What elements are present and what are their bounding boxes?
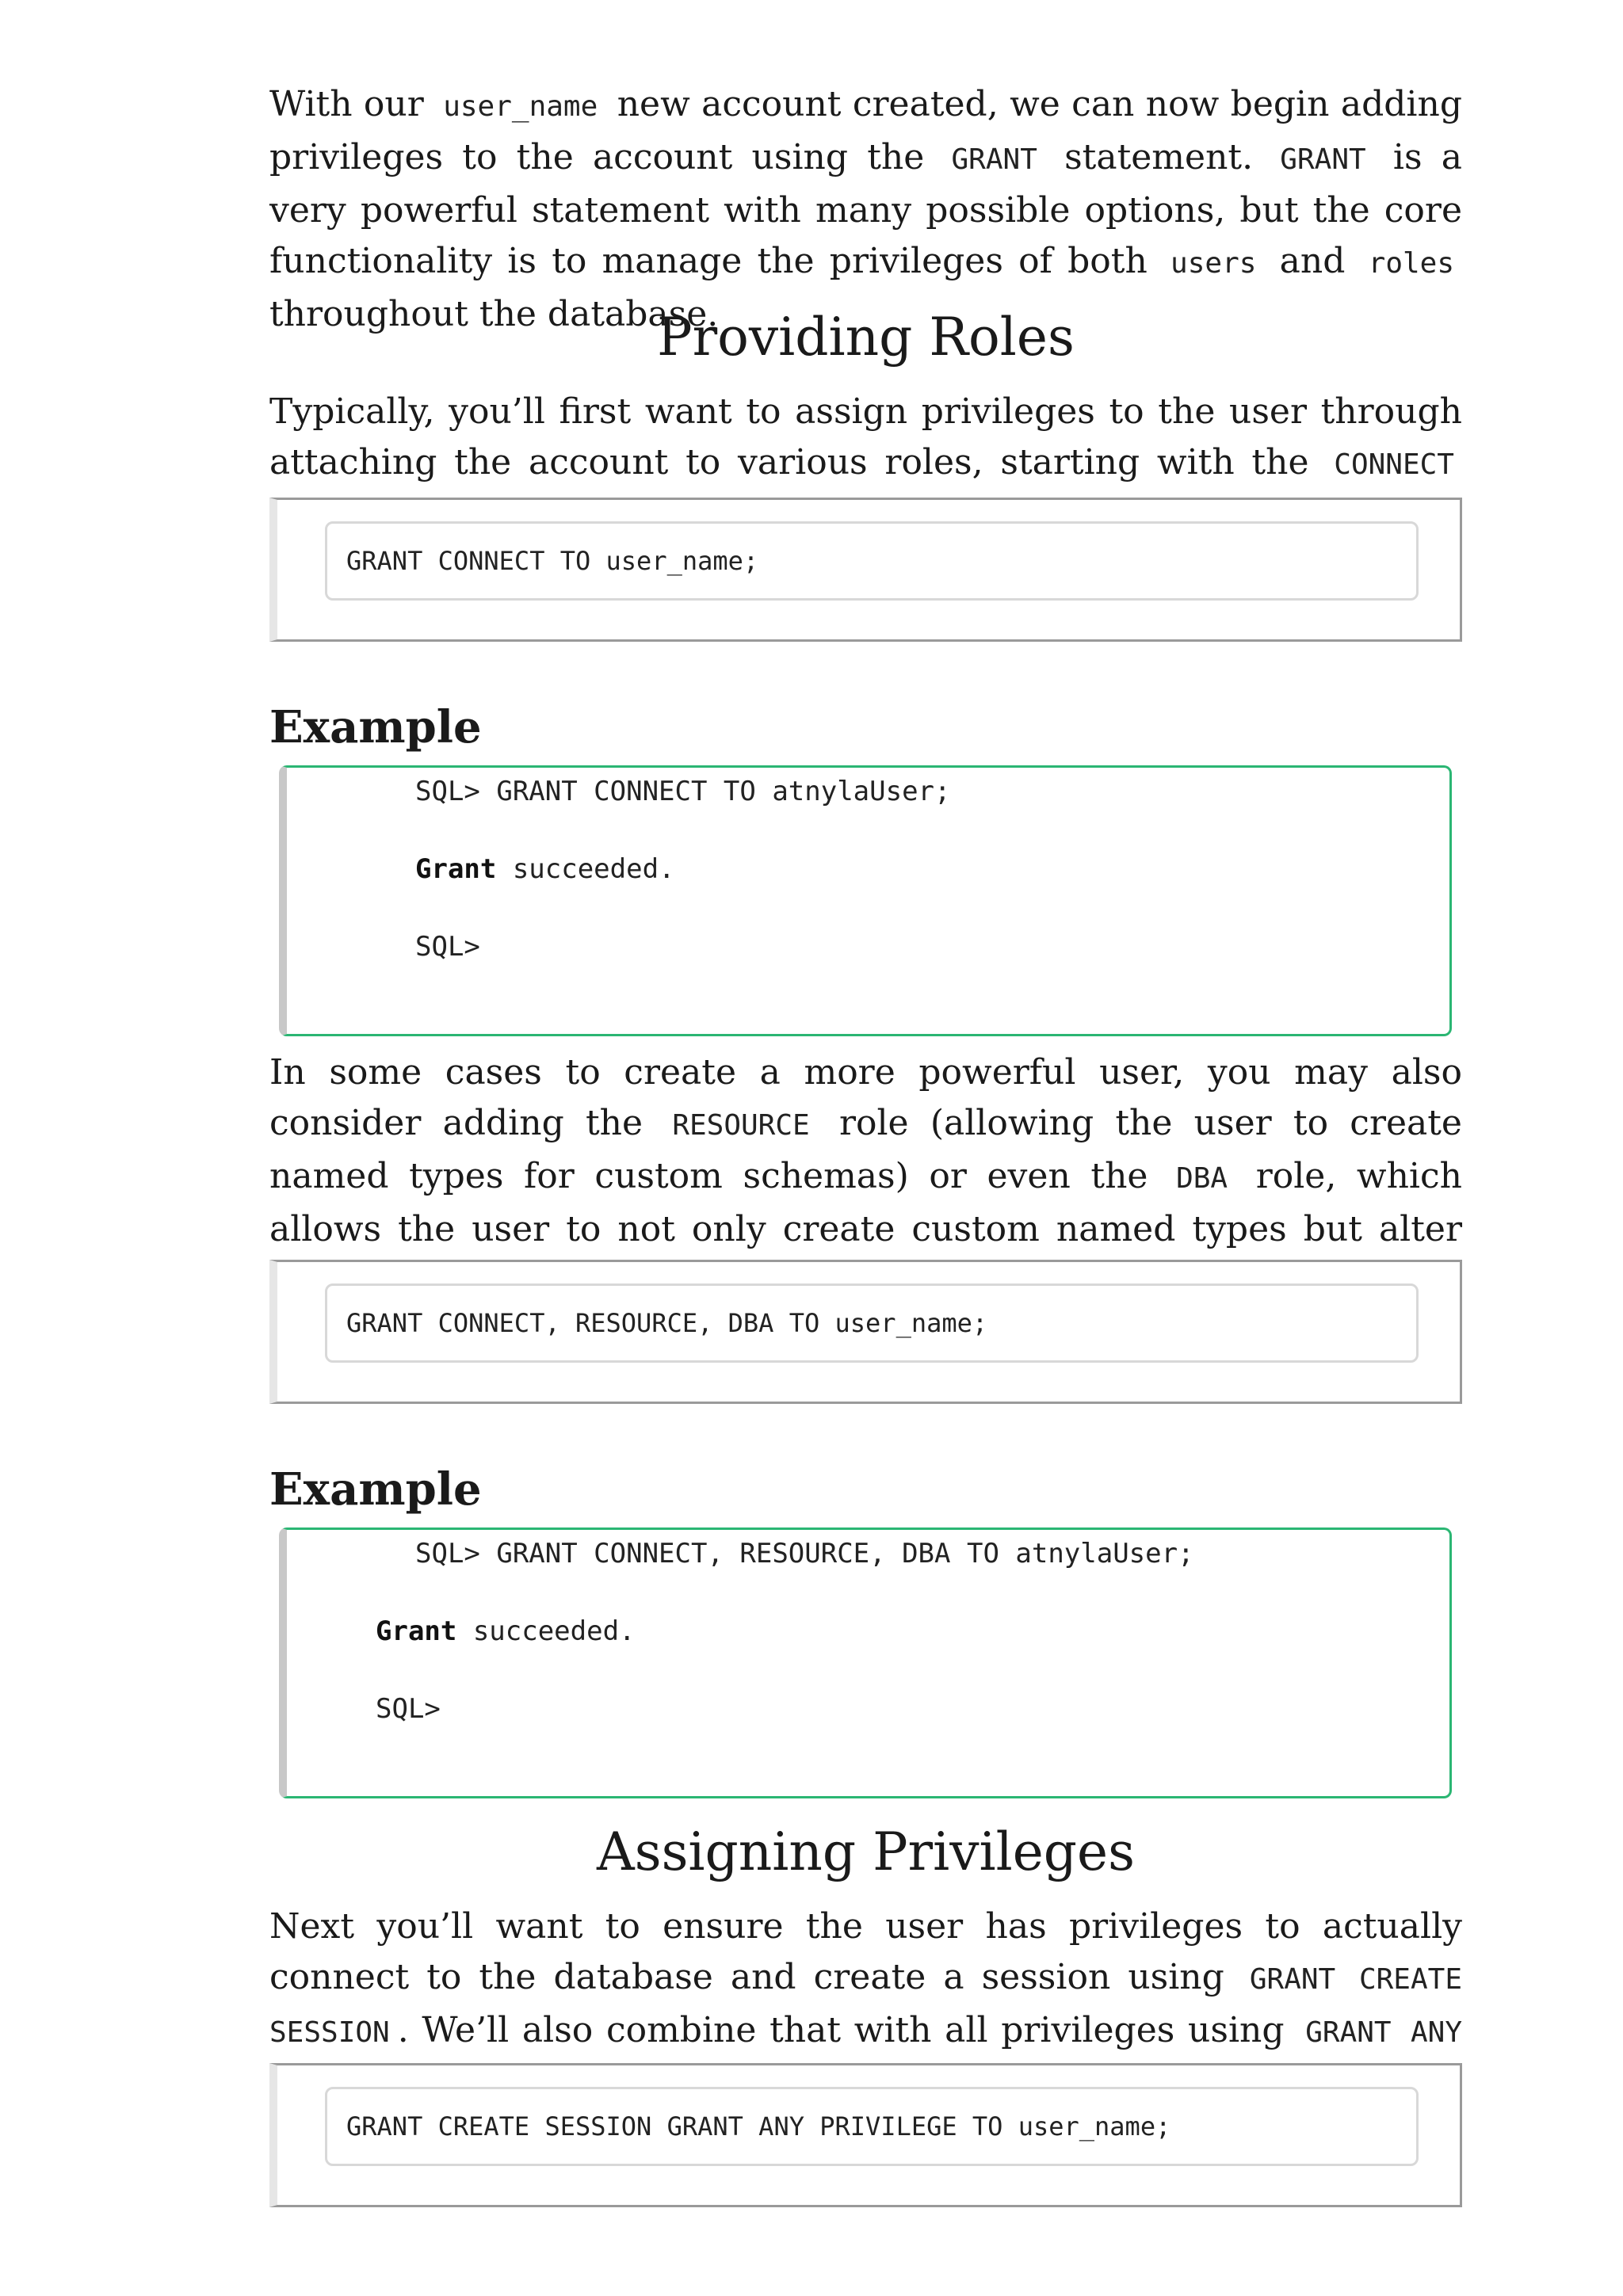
inline-code: GRANT [951,143,1037,176]
text: Next you’ll want to ensure the user has privileges to actually connect to the database and create a session using [269,1906,1462,1997]
example-block [279,1527,1452,1798]
text: is a very powerful statement with many possible options, but the core functionality is to manage the privileges of both [269,137,1462,281]
result-line [376,1615,636,1647]
grant-keyword: Grant [415,853,497,885]
inline-code: users [1170,247,1257,280]
text: role, which allows the user to not only create custom named types but alter [269,1156,1462,1249]
inline-code: GRANT CREATE SESSION [269,1963,1462,2049]
text: With our [269,84,424,124]
code-line: GRANT CONNECT, RESOURCE, DBA TO user_name; [325,1283,1419,1363]
example-heading: Example [269,701,482,753]
inline-code: CONNECT [1334,448,1454,481]
code-block [269,2063,1462,2207]
example-block [279,765,1452,1036]
text: . We’ll also combine that with all privileges using [397,2010,1285,2050]
code-line: GRANT CONNECT TO user_name; [325,521,1419,601]
text: throughout the database. [269,294,719,334]
inline-code: GRANT [1280,143,1366,176]
grant-keyword: Grant [376,1615,457,1647]
sql-prompt-line: SQL> GRANT CONNECT TO atnylaUser; [415,776,951,807]
intro-paragraph [269,79,1462,340]
result-text: succeeded. [496,853,675,885]
inline-code: roles [1368,247,1455,280]
sql-prompt-line: SQL> [415,931,480,963]
text: In some cases to create a more powerful user, you may also consider adding the [269,1052,1462,1143]
text: role (allowing the user to create named types for custom schemas) or even the [269,1103,1462,1196]
code-block [269,498,1462,642]
section-heading-providing-roles: Providing Roles [657,307,1075,368]
result-text: succeeded. [456,1615,636,1647]
inline-code: DBA [1176,1162,1228,1195]
inline-code: RESOURCE [672,1109,810,1142]
result-line [415,853,675,885]
section-heading-assigning-privileges: Assigning Privileges [597,1821,1135,1882]
inline-code: GRANT ANY [1305,2016,1463,2049]
text: Typically, you’ll first want to assign privileges to the user through attaching the account to various roles, starting with the [269,391,1462,482]
text: and [1279,241,1346,281]
text: new account created, we can now begin adding privileges to the account using the [269,84,1462,177]
sql-prompt-line: SQL> [376,1693,441,1725]
example-heading: Example [269,1463,482,1516]
sql-prompt-line: SQL> GRANT CONNECT, RESOURCE, DBA TO atnylaUser; [415,1538,1194,1569]
inline-code: user_name [443,90,598,123]
text: statement. [1064,137,1254,177]
code-block [269,1260,1462,1404]
code-line: GRANT CREATE SESSION GRANT ANY PRIVILEGE TO user_name; [325,2087,1419,2166]
